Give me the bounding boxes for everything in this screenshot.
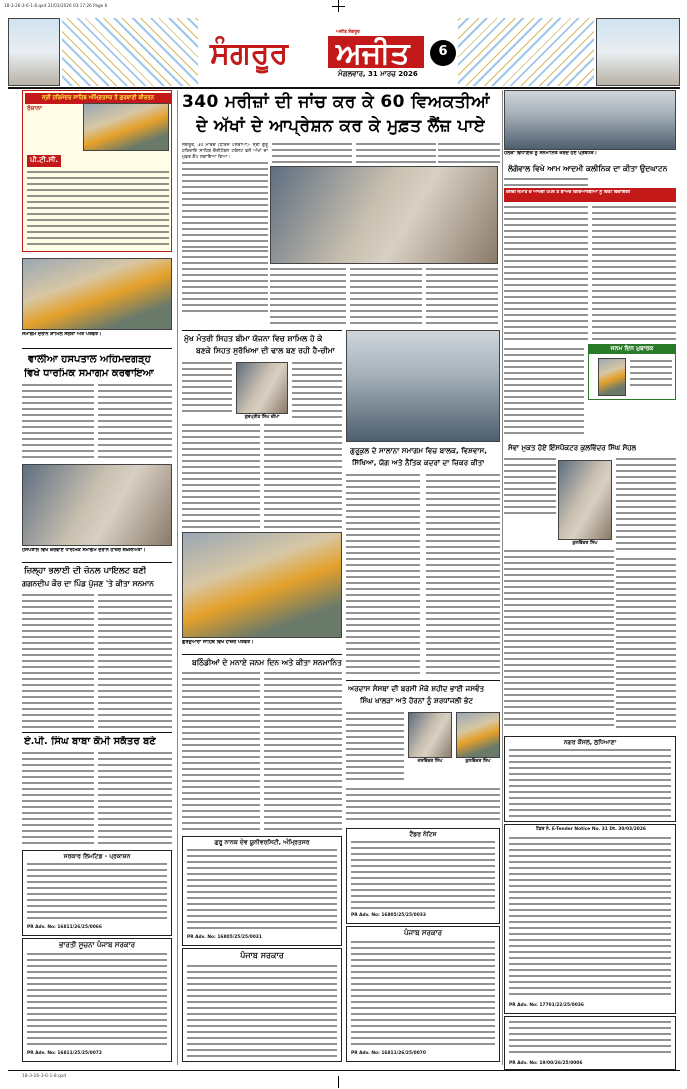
footer-rule (8, 1070, 680, 1071)
col4-story2-body-1 (504, 458, 556, 518)
col4-banner: ਦਸਵੀਂ ਜਮਾਤ ਦੇ ਆਖਰੀ ਪੇਪਰ ਤੋਂ ਬਾਅਦ ਵਿਦਿਆਰਥੀਆਂ ਨੂੰ ਦਿੱਤੀ ਵਿਦਾਇਗੀ (506, 190, 631, 195)
col2-govt-title: ਪੰਜਾਬ ਸਰਕਾਰ (240, 951, 284, 960)
col3-story2-body-1 (346, 712, 404, 784)
lead-photo (270, 166, 498, 264)
col1-story4-body-1 (22, 752, 94, 844)
col3-photo (346, 330, 500, 442)
col2-portrait (236, 362, 288, 414)
col2-event-photo (182, 532, 342, 638)
lead-body-col4 (438, 143, 500, 163)
col4-story-body-2 (592, 206, 676, 344)
col2-story2-body-1 (182, 672, 260, 832)
col4-story-body-a (504, 178, 588, 186)
col3-story-body-2 (426, 474, 500, 676)
ptc-ad-text (27, 171, 169, 249)
masthead (0, 14, 687, 86)
col1-govt-footer: PR Adv. No: 16811/25/25/0072 (27, 1051, 102, 1056)
col4-tender-footer: PR Adv. No: 17701/22/25/0036 (509, 1003, 584, 1008)
col4-top-caption: ਹਲਕਾ ਵਿਧਾਇਕ ਨੂੰ ਸਨਮਾਨਿਤ ਕਰਦੇ ਹੋਏ ਪ੍ਰਬੰਧਕ। (504, 151, 597, 156)
footer-slug: 18-3-26-3-6-1-8.qxd (22, 1074, 67, 1079)
col1-photo2 (22, 464, 172, 546)
masthead-photo-right (596, 18, 680, 86)
col4-story2-headline: ਸੇਵਾ ਮੁਕਤ ਹੋਏ ਇੰਸਪੈਕਟਰ ਕੁਲਵਿੰਦਰ ਸਿੰਘ ਸੋਹਲ (508, 444, 637, 452)
col1-rule1 (22, 348, 172, 349)
col4-notice-box (504, 736, 676, 822)
lead-body-under-photo-1 (270, 268, 346, 326)
col2-story-headline-line1: ਮੁੱਖ ਮੰਤਰੀ ਸਿਹਤ ਬੀਮਾ ਯੋਜਨਾ ਵਿਚ ਸ਼ਾਮਿਲ ਹੋ ਕੇ (184, 334, 323, 343)
ptc-channel: ਪੀ.ਟੀ.ਸੀ. (30, 156, 58, 164)
col2-rule1 (182, 330, 342, 331)
col1-notice-footer: PR Adv. No: 16811/26/25/0066 (27, 925, 102, 930)
paper-name-right: ਅਜੀਤ (336, 36, 410, 71)
col4-footer-notice-id: PR Adv. No: 19/00/26/25/0006 (509, 1061, 583, 1066)
col2-story2-headline: ਬਠਿੰਡੀਆਂ ਦੇ ਮਨਾਏ ਜਨਮ ਦਿਨ ਅਤੇ ਕੀਤਾ ਸਨਮਾਨਿਤ (192, 658, 343, 667)
col1-story2-headline-line1: ਵਾਲੀਆ ਹਸਪਤਾਲ ਅਹਿਮਦਗੜ੍ਹ (28, 354, 151, 365)
col-sep-1 (177, 90, 178, 1065)
col1-caption1: ਸਮਾਗਮ ਦੌਰਾਨ ਸ਼ਾਮਿਲ ਸੰਗਤਾਂ ਅਤੇ ਪਤਵੰਤੇ। (22, 332, 102, 337)
col4-portrait (558, 460, 612, 540)
col1-notice-title: ਸਰਕਾਰ ਲਿਮਟਿਡ - ਪ੍ਰਕਾਸ਼ਨ (63, 853, 131, 860)
lead-headline-line1: 340 ਮਰੀਜ਼ਾਂ ਦੀ ਜਾਂਚ ਕਰ ਕੇ 60 ਵਿਅਕਤੀਆਂ (182, 92, 491, 112)
col3-portrait1-caption: ਜਸਵਿੰਦਰ ਸਿੰਘ (417, 759, 443, 764)
col1-caption2: ਹਸਪਤਾਲ ਵਿਖੇ ਕਰਵਾਏ ਧਾਰਮਿਕ ਸਮਾਗਮ ਦੌਰਾਨ ਹਾਜ਼ਰ ਸ਼ਖ਼ਸੀਅਤਾਂ। (22, 548, 146, 553)
col4-portrait-caption: ਕੁਲਵਿੰਦਰ ਸਿੰਘ (572, 541, 598, 546)
col4-story2-body-4 (616, 558, 676, 730)
crop-mark-top-h (332, 6, 345, 7)
col1-govt-title: ਭਾਰਤੀ ਸੂਚਨਾ ਪੰਜਾਬ ਸਰਕਾਰ (59, 941, 135, 949)
col3-notice2-footer: PR Adv. No: 16811/26/25/0070 (351, 1051, 426, 1056)
col3-notice-text (351, 841, 495, 911)
col4-notice-title: ਨਗਰ ਕੌਂਸਲ, ਲੁਧਿਆਣਾ (563, 739, 617, 746)
col1-story2-headline-line2: ਵਿਖੇ ਧਾਰਮਿਕ ਸਮਾਗਮ ਕਰਵਾਇਆ (24, 368, 154, 379)
col4-story-body-1 (504, 206, 588, 344)
golden-temple-image (83, 103, 169, 151)
col1-story4-headline: ਏ.ਪੀ. ਸਿੰਘ ਬਾਬਾ ਕੌਮੀ ਸਕੱਤਰ ਬਣੇ (24, 736, 156, 747)
col1-notice-box (22, 850, 172, 936)
col3-story-headline-line1: ਗੁਰੂਕੁਲ ਦੇ ਸਾਲਾਨਾ ਸਮਾਗਮ ਵਿਚ ਬਾਲਕ, ਵਿਸ਼ਵਾਸ, (350, 446, 487, 455)
page-number: 6 (438, 44, 448, 59)
col4-tender-box (504, 824, 676, 1014)
col3-portrait2 (456, 712, 500, 758)
col3-notice-box (346, 828, 500, 924)
col3-rule1 (346, 680, 500, 681)
col3-portrait2-caption: ਕੁਲਵਿੰਦਰ ਸਿੰਘ (465, 759, 491, 764)
lead-body-col1 (182, 162, 268, 248)
col3-notice-footer: PR Adv. No: 16805/25/25/0033 (351, 913, 426, 918)
print-slug: 18-3-26-3-6-1-8.qxd 31/03/2026 03:17:26 Page 6 (4, 3, 108, 8)
col2-notice-text (187, 849, 337, 931)
col2-story-body-1 (182, 362, 232, 414)
col4-story2-body-2 (616, 458, 676, 554)
col2-portrait-caption: ਗੁਰਪ੍ਰੀਤ ਸਿੰਘ ਚੀਮਾ (244, 415, 280, 420)
col4-top-photo (504, 90, 676, 150)
birthday-text (630, 360, 672, 390)
col3-notice2-title: ਪੰਜਾਬ ਸਰਕਾਰ (403, 929, 442, 937)
col1-rule2 (22, 562, 172, 563)
col1-story4-body-2 (98, 752, 172, 844)
col4-story-headline: ਲੋਗੋਵਾਲ ਵਿਖੇ ਆਮ ਆਦਮੀ ਕਲੀਨਿਕ ਦਾ ਕੀਤਾ ਉਦਘਾਟਨ (508, 164, 668, 173)
col2-event-caption: ਗੁਰਦੁਆਰਾ ਸਾਹਿਬ ਵਿਖੇ ਹਾਜ਼ਰ ਪਤਵੰਤੇ। (182, 640, 254, 645)
col1-story3-body-2 (98, 594, 172, 728)
masthead-pattern-left (62, 18, 198, 86)
ptc-ad-title: ਸ੍ਰੀ ਹਰਿਮੰਦਰ ਸਾਹਿਬ ਅੰਮ੍ਰਿਤਸਰ ਤੋਂ ਗੁਰਬਾਣੀ ਕੀਰਤਨ (25, 93, 171, 104)
col2-story2-body-2 (264, 672, 342, 832)
col1-story2-body-2 (98, 384, 172, 460)
edition-tag: ਅਜੀਤ ਸੰਗਰੂਰ (336, 30, 360, 35)
col2-story-headline-line2: ਬਣਕੇ ਸਿਹਤ ਸੁਰੱਖਿਆ ਦੀ ਢਾਲ ਬਣ ਰਹੀ ਹੈ-ਚੀਮਾ (196, 346, 335, 355)
col3-story2-body-2 (346, 788, 500, 824)
col3-notice-title: ਟੈਂਡਰ ਨੋਟਿਸ (409, 831, 437, 838)
masthead-photo-left (8, 18, 60, 86)
col3-notice2-box (346, 926, 500, 1062)
col1-govt-box (22, 938, 172, 1062)
lead-body-start: ਸੰਗਰੂਰ, 30 ਮਾਰਚ (ਧੀਰਜ ਪਸ਼ੌਰੀਆ)- ਸ੍ਰੀ ਗੁਰੂ ਹਰਿਰਾਇ ਸਾਹਿਬ ਚੈਰੀਟੇਬਲ ਟਰੱਸਟ ਵਲੋਂ ਅੱਖਾਂ ਦਾ ਮੁਫ਼ਤ ਕੈਂਪ ਲਗਾਇਆ ਗਿਆ। (182, 143, 268, 161)
lead-body-under-photo-2 (350, 268, 422, 326)
col4-notice-text (509, 749, 671, 819)
lead-body-col2 (272, 143, 352, 167)
masthead-rule (8, 87, 680, 89)
col1-govt-text (27, 953, 167, 1047)
col2-govt-text (187, 965, 337, 1057)
col3-portrait1 (408, 712, 452, 758)
col3-story-headline-line2: ਸਿੱਖਿਆ, ਯੋਗ ਅਤੇ ਨੈਤਿਕ ਕਦਰਾਂ ਦਾ ਜ਼ਿਕਰ ਕੀਤਾ (352, 458, 485, 467)
col4-footer-notice-text (509, 1021, 671, 1057)
col1-rule3 (22, 732, 172, 733)
col1-story3-headline-line2: ਗਗਨਦੀਪ ਕੌਰ ਦਾ ਪਿੰਡ ਪੁੱਜਣ 'ਤੇ ਕੀਤਾ ਸਨਮਾਨ (22, 579, 154, 588)
ptc-kirtan-ad (22, 90, 172, 252)
col3-story2-headline-line2: ਸਿੰਘ ਖਾਲੜਾ ਅਤੇ ਹੋਰਨਾਂ ਨੂੰ ਸ਼ਰਧਾਂਜਲੀ ਭੇਟ (360, 696, 474, 705)
col2-notice-title: ਗੁਰੂ ਨਾਨਕ ਦੇਵ ਯੂਨੀਵਰਸਿਟੀ, ਅੰਮ੍ਰਿਤਸਰ (214, 839, 310, 846)
col1-story2-body-1 (22, 384, 94, 460)
col1-story3-headline-line1: ਜ਼ਿਲ੍ਹਾ ਭਲਾਈ ਦੀ ਜ਼ੋਨਲ ਪਾਇਲਟ ਬਣੀ (24, 566, 147, 576)
lead-body-under-photo-3 (426, 268, 498, 326)
col1-story3-body-1 (22, 594, 94, 728)
col1-photo1 (22, 258, 172, 330)
masthead-pattern-right (458, 18, 594, 86)
col2-notice-box (182, 836, 342, 946)
col2-story-body-3 (182, 424, 260, 528)
col3-notice2-text (351, 941, 495, 1047)
lead-headline-line2: ਦੇ ਅੱਖਾਂ ਦੇ ਆਪ੍ਰੇਸ਼ਨ ਕਰ ਕੇ ਮੁਫ਼ਤ ਲੈਂਜ਼ ਪਾਏ (196, 116, 486, 136)
lead-body-col3 (356, 143, 436, 163)
col2-govt-box (182, 948, 342, 1062)
crop-mark-bottom (338, 1076, 339, 1088)
col3-story2-headline-line1: ਅਰਦਾਸ ਸੰਸਥਾ ਦੀ ਬਰਸੀ ਮੌਕੇ ਸ਼ਹੀਦ ਭਾਈ ਜਸਵੰਤ (348, 684, 485, 693)
col4-tender-text (509, 837, 671, 997)
col4-footer-notice (504, 1016, 676, 1070)
col4-tender-title: ਟੈਂਡਰ ਨੰ. E-Tender Notice No. 31 Dt. 30/03/2026 (536, 827, 646, 832)
col2-notice-footer: PR Adv. No: 16805/25/25/0031 (187, 935, 262, 940)
col4-story-body-3 (504, 348, 584, 438)
paper-name-left: ਸੰਗਰੂਰ (210, 36, 289, 71)
col2-story-body-2 (292, 362, 342, 422)
col1-notice-text (27, 863, 167, 921)
col3-story-body-1 (346, 474, 420, 676)
col2-rule2 (182, 654, 342, 655)
birthday-photo (598, 358, 626, 396)
lead-body-col1b (182, 250, 268, 316)
col4-story2-body-3 (504, 550, 614, 730)
col-sep-3 (502, 90, 503, 1065)
birthday-title: ਜਨਮ ਦਿਨ ਮੁਬਾਰਕ (610, 345, 654, 352)
masthead-date: ਮੰਗਲਵਾਰ, 31 ਮਾਰਚ 2026 (338, 70, 418, 78)
col2-story-body-4 (264, 424, 342, 528)
ptc-ad-subtitle: ਰੋਜ਼ਾਨਾ (27, 105, 42, 112)
